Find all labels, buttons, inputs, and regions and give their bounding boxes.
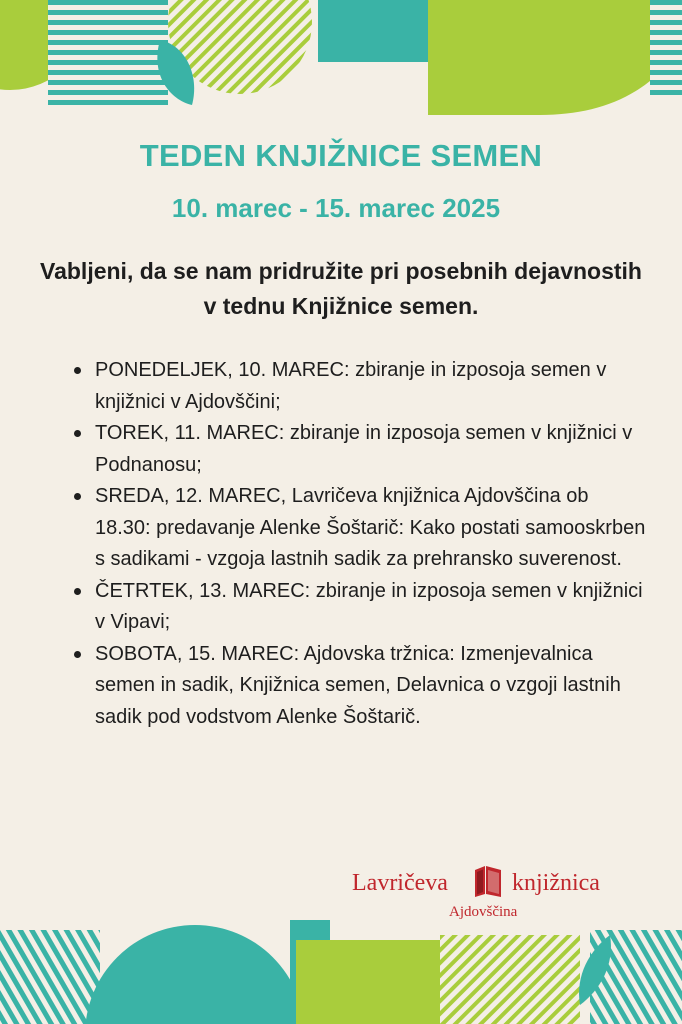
bullet-icon xyxy=(74,588,81,595)
event-text: PONEDELJEK, 10. MAREC: zbiranje in izposoja semen v knjižnici v Ajdovščini; xyxy=(95,359,607,413)
event-item-thursday xyxy=(70,576,648,639)
event-item-tuesday xyxy=(70,418,648,481)
bottom-left-teal-circle xyxy=(85,925,305,1024)
poster-title: TEDEN KNJIŽNICE SEMEN xyxy=(139,138,543,173)
poster-intro: Vabljeni, da se nam pridružite pri posebnih dejavnostih v tednu Knjižnice semen. xyxy=(40,258,642,319)
bottom-left-striped-block xyxy=(0,930,100,1024)
poster-dates: 10. marec - 15. marec 2025 xyxy=(171,193,501,223)
event-text: ČETRTEK, 13. MAREC: zbiranje in izposoja semen v knjižnici v Vipavi; xyxy=(95,579,643,633)
bullet-icon xyxy=(74,493,81,500)
event-text: SOBOTA, 15. MAREC: Ajdovska tržnica: Izmenjevalnica semen in sadik, Knjižnica semen, Delavnica o vzgoji lastnih sadik pod vodstvom Alenke Šoštarič. xyxy=(95,642,621,728)
event-text: TOREK, 11. MAREC: zbiranje in izposoja semen v knjižnici v Podnanosu; xyxy=(95,422,633,476)
event-text: SREDA, 12. MAREC, Lavričeva knjižnica Ajdovščina ob 18.30: predavanje Alenke Šoštarič: Kako postati samooskrben s sadikami - vzgoja lastnih sadik za prehransko suverenost. xyxy=(95,485,646,570)
bullet-icon xyxy=(74,367,81,374)
library-logo xyxy=(350,864,630,928)
event-list xyxy=(70,355,648,733)
top-decoration xyxy=(0,0,682,115)
bottom-striped-green-block xyxy=(440,935,580,1024)
event-item-monday xyxy=(70,355,648,418)
event-item-saturday xyxy=(70,639,648,734)
top-right-green-shape xyxy=(428,0,682,115)
logo-name-left: Lavričeva xyxy=(352,870,448,896)
top-right-striped-block xyxy=(650,0,682,95)
bullet-icon xyxy=(74,651,81,658)
bottom-decoration xyxy=(0,920,682,1024)
top-left-striped-block xyxy=(48,0,168,108)
event-item-wednesday xyxy=(70,481,648,576)
logo-name-right: knjižnica xyxy=(512,870,600,896)
book-icon xyxy=(472,864,504,898)
logo-place: Ajdovščina xyxy=(449,904,518,920)
top-teal-block xyxy=(318,0,428,62)
bullet-icon xyxy=(74,430,81,437)
